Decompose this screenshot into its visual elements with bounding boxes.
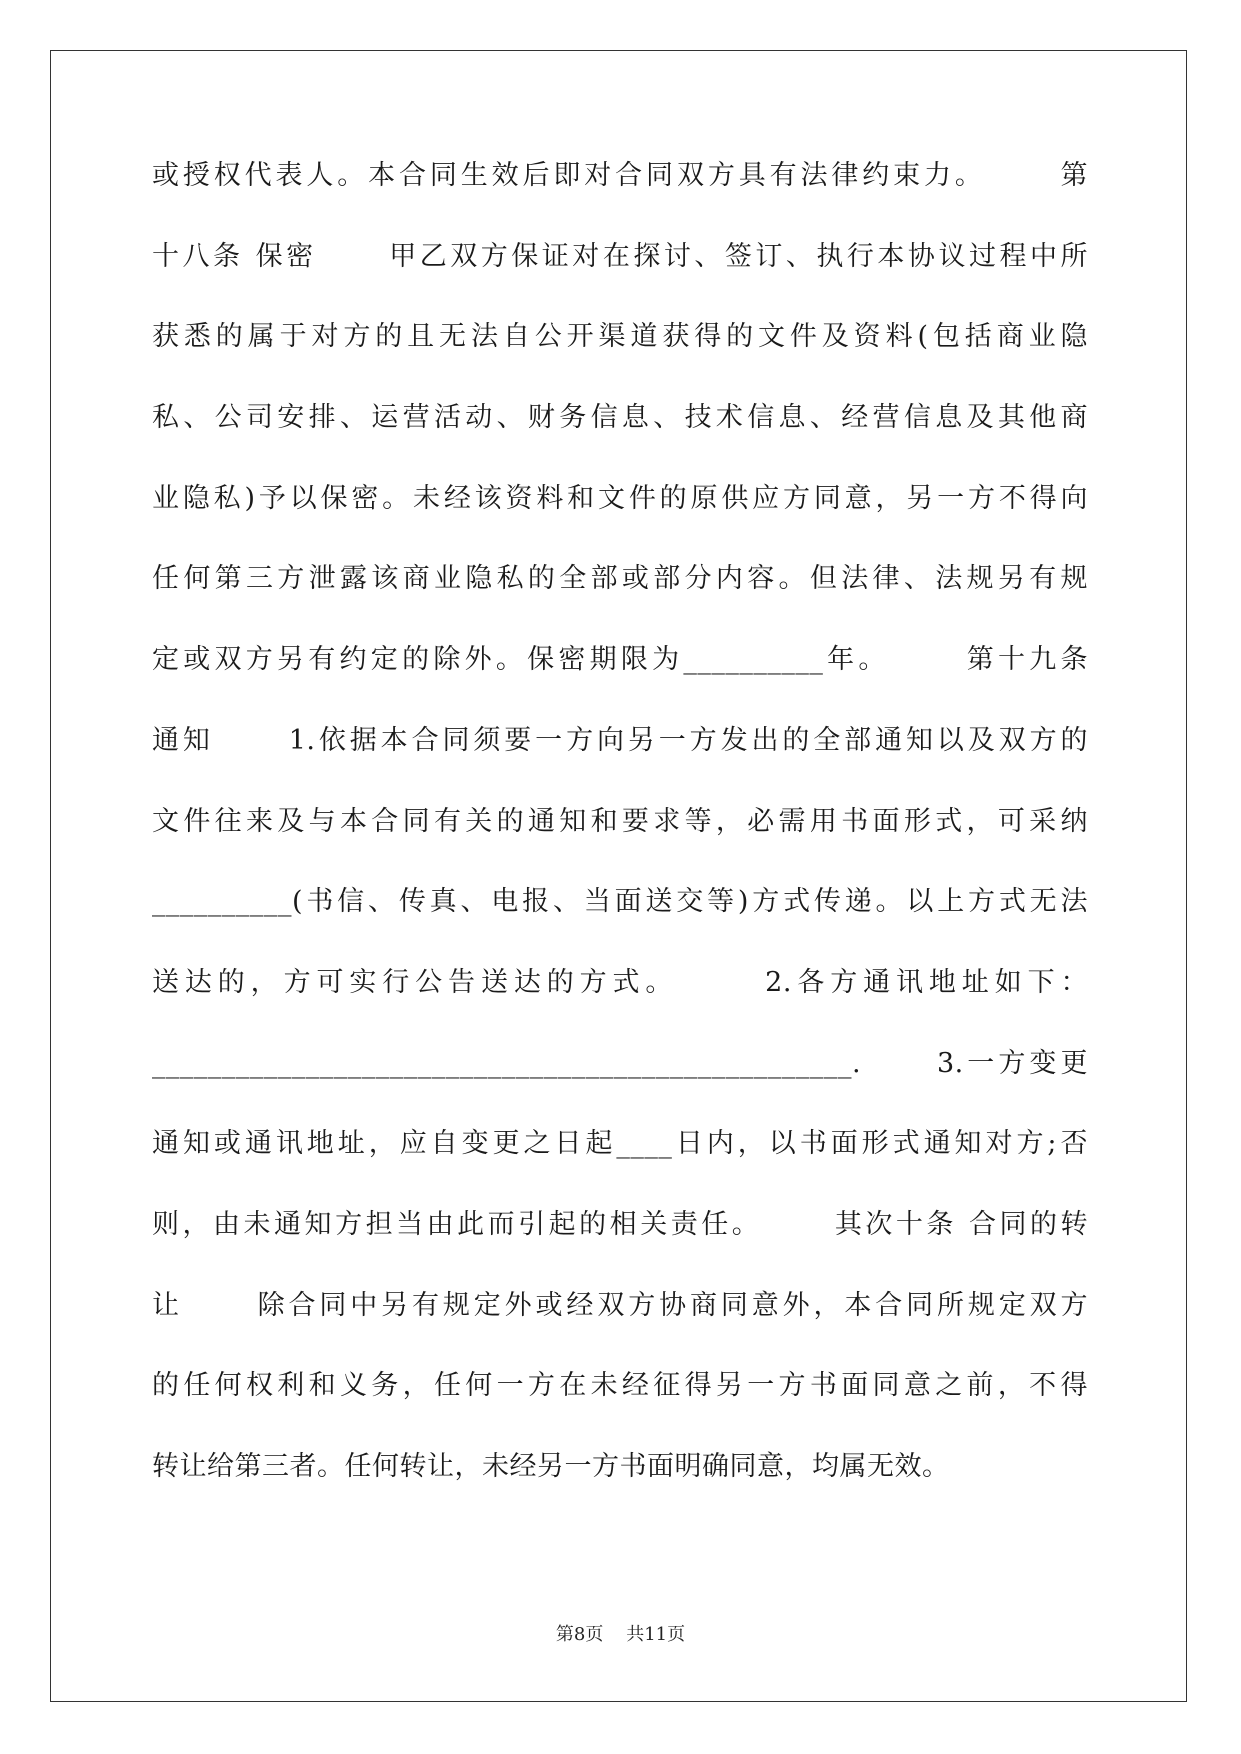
body-line: __________________________________________________. 3.一方变更 <box>152 1047 1088 1079</box>
body-line: 私、公司安排、运营活动、财务信息、技术信息、经营信息及其他商 <box>152 402 1088 434</box>
body-line: 的任何权利和义务，任何一方在未经征得另一方书面同意之前，不得 <box>152 1370 1088 1402</box>
page-number: 第8页 共11页 <box>555 1624 686 1645</box>
body-line: __________(书信、传真、电报、当面送交等)方式传递。以上方式无法 <box>152 886 1088 918</box>
body-line: 则，由未通知方担当由此而引起的相关责任。 其次十条 合同的转 <box>152 1208 1088 1240</box>
document-body <box>152 160 1088 1532</box>
body-line: 业隐私)予以保密。未经该资料和文件的原供应方同意，另一方不得向 <box>152 482 1088 514</box>
body-line: 让 除合同中另有规定外或经双方协商同意外，本合同所规定双方 <box>152 1289 1088 1321</box>
body-line: 定或双方另有约定的除外。保密期限为__________年。 第十九条 <box>152 644 1088 676</box>
body-line: 十八条 保密 甲乙双方保证对在探讨、签订、执行本协议过程中所 <box>152 240 1088 272</box>
body-line: 送达的，方可实行公告送达的方式。 2.各方通讯地址如下： <box>152 966 1088 998</box>
body-line: 文件往来及与本合同有关的通知和要求等，必需用书面形式，可采纳 <box>152 805 1088 837</box>
body-line: 通知 1.依据本合同须要一方向另一方发出的全部通知以及双方的 <box>152 724 1088 756</box>
body-line: 获悉的属于对方的且无法自公开渠道获得的文件及资料(包括商业隐 <box>152 321 1088 353</box>
body-line: 转让给第三者。任何转让，未经另一方书面明确同意，均属无效。 <box>152 1451 950 1482</box>
body-line: 或授权代表人。本合同生效后即对合同双方具有法律约束力。 第 <box>152 160 1088 191</box>
page-footer <box>0 1620 1241 1646</box>
body-line: 通知或通讯地址，应自变更之日起____日内，以书面形式通知对方;否 <box>152 1128 1088 1160</box>
body-line: 任何第三方泄露该商业隐私的全部或部分内容。但法律、法规另有规 <box>152 563 1088 595</box>
